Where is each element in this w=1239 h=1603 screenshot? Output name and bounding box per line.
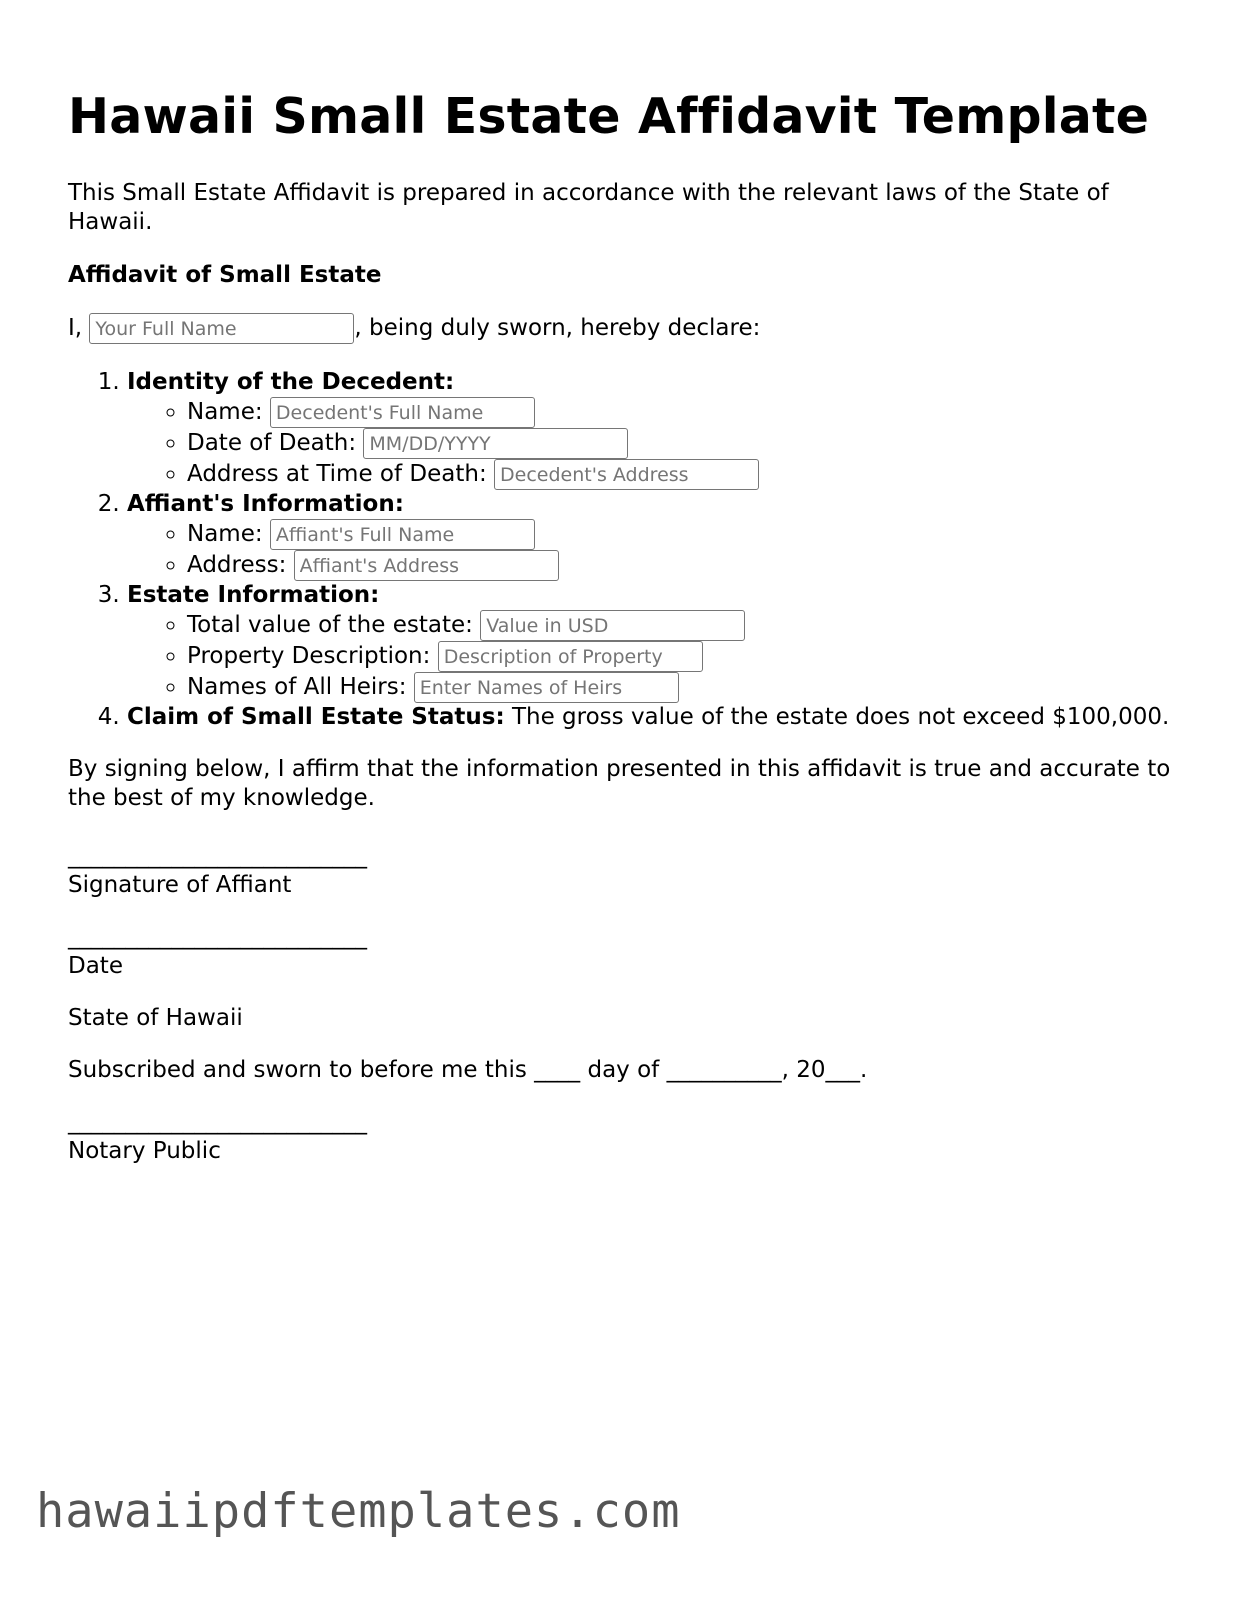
date-label: Date xyxy=(68,953,123,979)
property-description-input[interactable] xyxy=(438,641,703,672)
list-item-decedent xyxy=(127,368,1178,490)
date-line: __________________________ xyxy=(68,924,367,950)
affiant-full-name-input[interactable] xyxy=(89,313,354,344)
estate-fields xyxy=(127,610,1178,703)
notary-label: Notary Public xyxy=(68,1138,221,1164)
notary-line: __________________________ xyxy=(68,1109,367,1135)
field-label: Name: xyxy=(187,521,263,547)
field-label: Total value of the estate: xyxy=(187,612,473,638)
signature-label: Signature of Affiant xyxy=(68,872,292,898)
heirs-names-input[interactable] xyxy=(414,672,679,703)
affidavit-page xyxy=(68,0,1178,1166)
item-heading: Estate Information: xyxy=(127,582,380,608)
item-heading: Identity of the Decedent: xyxy=(127,369,455,395)
field-row xyxy=(187,397,1178,428)
state-text: State of Hawaii xyxy=(68,1005,243,1031)
notary-block xyxy=(68,1108,1178,1166)
affiant-address-input[interactable] xyxy=(294,550,559,581)
field-row xyxy=(187,672,1178,703)
field-row xyxy=(187,641,1178,672)
declaration-items xyxy=(68,368,1178,732)
signature-block xyxy=(68,842,1178,900)
item-heading: Affiant's Information: xyxy=(127,491,404,517)
affiant-name-input[interactable] xyxy=(270,519,535,550)
decedent-fields xyxy=(127,397,1178,490)
intro-paragraph: This Small Estate Affidavit is prepared in accordance with the relevant laws of the State of Hawaii. xyxy=(68,180,1109,235)
affiant-fields xyxy=(127,519,1178,581)
field-row xyxy=(187,610,1178,641)
decedent-name-input[interactable] xyxy=(270,397,535,428)
signature-line: __________________________ xyxy=(68,843,367,869)
subscribed-text: Subscribed and sworn to before me this ____ day of __________, 20___. xyxy=(68,1057,868,1083)
list-item-estate xyxy=(127,581,1178,703)
field-row xyxy=(187,428,1178,459)
item-heading: Claim of Small Estate Status: xyxy=(127,704,505,730)
field-row xyxy=(187,550,1178,581)
claim-text: The gross value of the estate does not exceed $100,000. xyxy=(511,704,1170,730)
field-label: Names of All Heirs: xyxy=(187,674,407,700)
date-of-death-input[interactable] xyxy=(363,428,628,459)
field-row xyxy=(187,459,1178,490)
field-label: Name: xyxy=(187,399,263,425)
declaration-suffix: , being duly sworn, hereby declare: xyxy=(354,315,761,341)
field-label: Address at Time of Death: xyxy=(187,461,487,487)
date-block xyxy=(68,923,1178,981)
list-item-affiant xyxy=(127,490,1178,581)
field-label: Address: xyxy=(187,552,287,578)
decedent-address-input[interactable] xyxy=(494,459,759,490)
declaration-line xyxy=(68,313,1178,344)
field-row xyxy=(187,519,1178,550)
declaration-prefix: I, xyxy=(68,315,83,341)
field-label: Property Description: xyxy=(187,643,431,669)
list-item-claim xyxy=(127,703,1178,732)
watermark-text: hawaiipdftemplates.com xyxy=(36,1484,681,1539)
estate-value-input[interactable] xyxy=(480,610,745,641)
section-heading: Affidavit of Small Estate xyxy=(68,262,382,288)
page-title: Hawaii Small Estate Affidavit Template xyxy=(68,88,1150,145)
affirmation-paragraph: By signing below, I affirm that the information presented in this affidavit is true and accurate to the best of my knowledge. xyxy=(68,756,1171,811)
field-label: Date of Death: xyxy=(187,430,357,456)
